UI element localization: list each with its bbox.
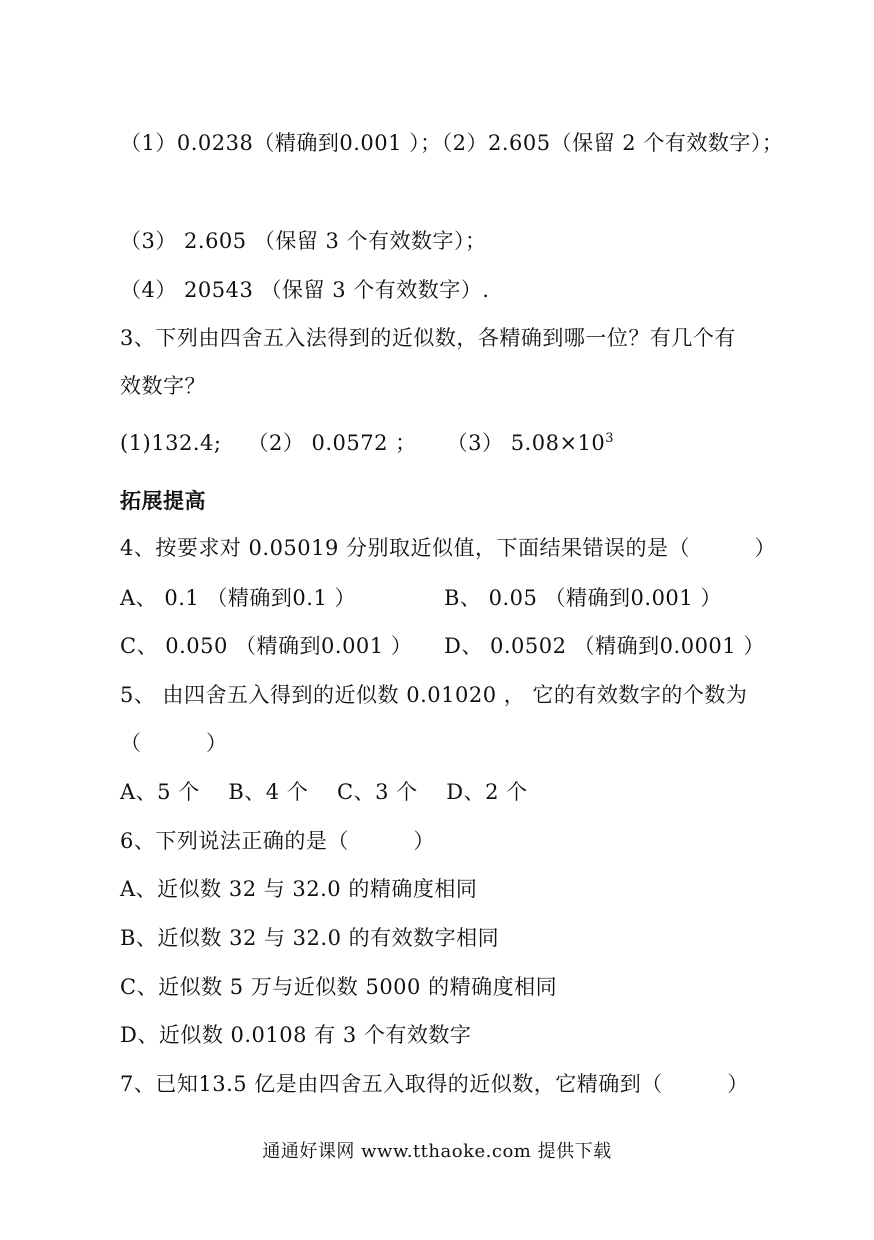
question-6: 6、下列说法正确的是（ ） [120, 829, 435, 853]
q3-item-2: （2） 0.0572 ； [247, 431, 417, 455]
question-3-line-1: 3、下列由四舍五入法得到的近似数，各精确到哪一位？有几个有 [120, 326, 736, 350]
question-6-option-c: C、近似数 5 万与近似数 5000 的精确度相同 [120, 975, 558, 999]
question-5-line-2: （ ） [120, 731, 228, 755]
page-footer: 通通好课网 www.tthaoke.com 提供下载 [262, 1141, 612, 1162]
q3-item-1: (1)132.4; [120, 431, 222, 455]
exercise-line-3: （3） 2.605 （保留 3 个有效数字）； [120, 229, 487, 253]
q3-item-3-exponent: 3 [605, 431, 615, 446]
q4-option-d: D、 0.0502 （精确到0.0001 ） [444, 634, 765, 658]
question-3-line-2: 效数字？ [120, 374, 206, 398]
question-3-items [120, 428, 614, 458]
question-5-options: A、5 个 B、4 个 C、3 个 D、2 个 [120, 780, 528, 804]
q4-option-a: A、 0.1 （精确到0.1 ） [120, 586, 356, 610]
question-6-option-b: B、近似数 32 与 32.0 的有效数字相同 [120, 926, 500, 950]
question-7: 7、已知13.5 亿是由四舍五入取得的近似数，它精确到（ ） [120, 1072, 749, 1096]
question-5-line-1: 5、 由四舍五入得到的近似数 0.01020 ， 它的有效数字的个数为 [120, 683, 748, 707]
q3-item-3 [447, 431, 614, 455]
q4-option-c: C、 0.050 （精确到0.001 ） [120, 634, 413, 658]
exercise-line-1: （1）0.0238（精确到0.001 ）；（2）2.605（保留 2 个有效数字）； [120, 131, 784, 155]
q3-item-3-base: （3） 5.08×10 [446, 431, 606, 455]
question-4: 4、按要求对 0.05019 分别取近似值，下面结果错误的是（ ） [120, 536, 777, 560]
question-6-option-d: D、近似数 0.0108 有 3 个有效数字 [120, 1023, 472, 1047]
question-6-option-a: A、近似数 32 与 32.0 的精确度相同 [120, 877, 478, 901]
q4-option-b: B、 0.05 （精确到0.001 ） [444, 586, 722, 610]
section-heading: 拓展提高 [120, 488, 206, 513]
exercise-line-4: （4） 20543 （保留 3 个有效数字）. [120, 278, 490, 302]
